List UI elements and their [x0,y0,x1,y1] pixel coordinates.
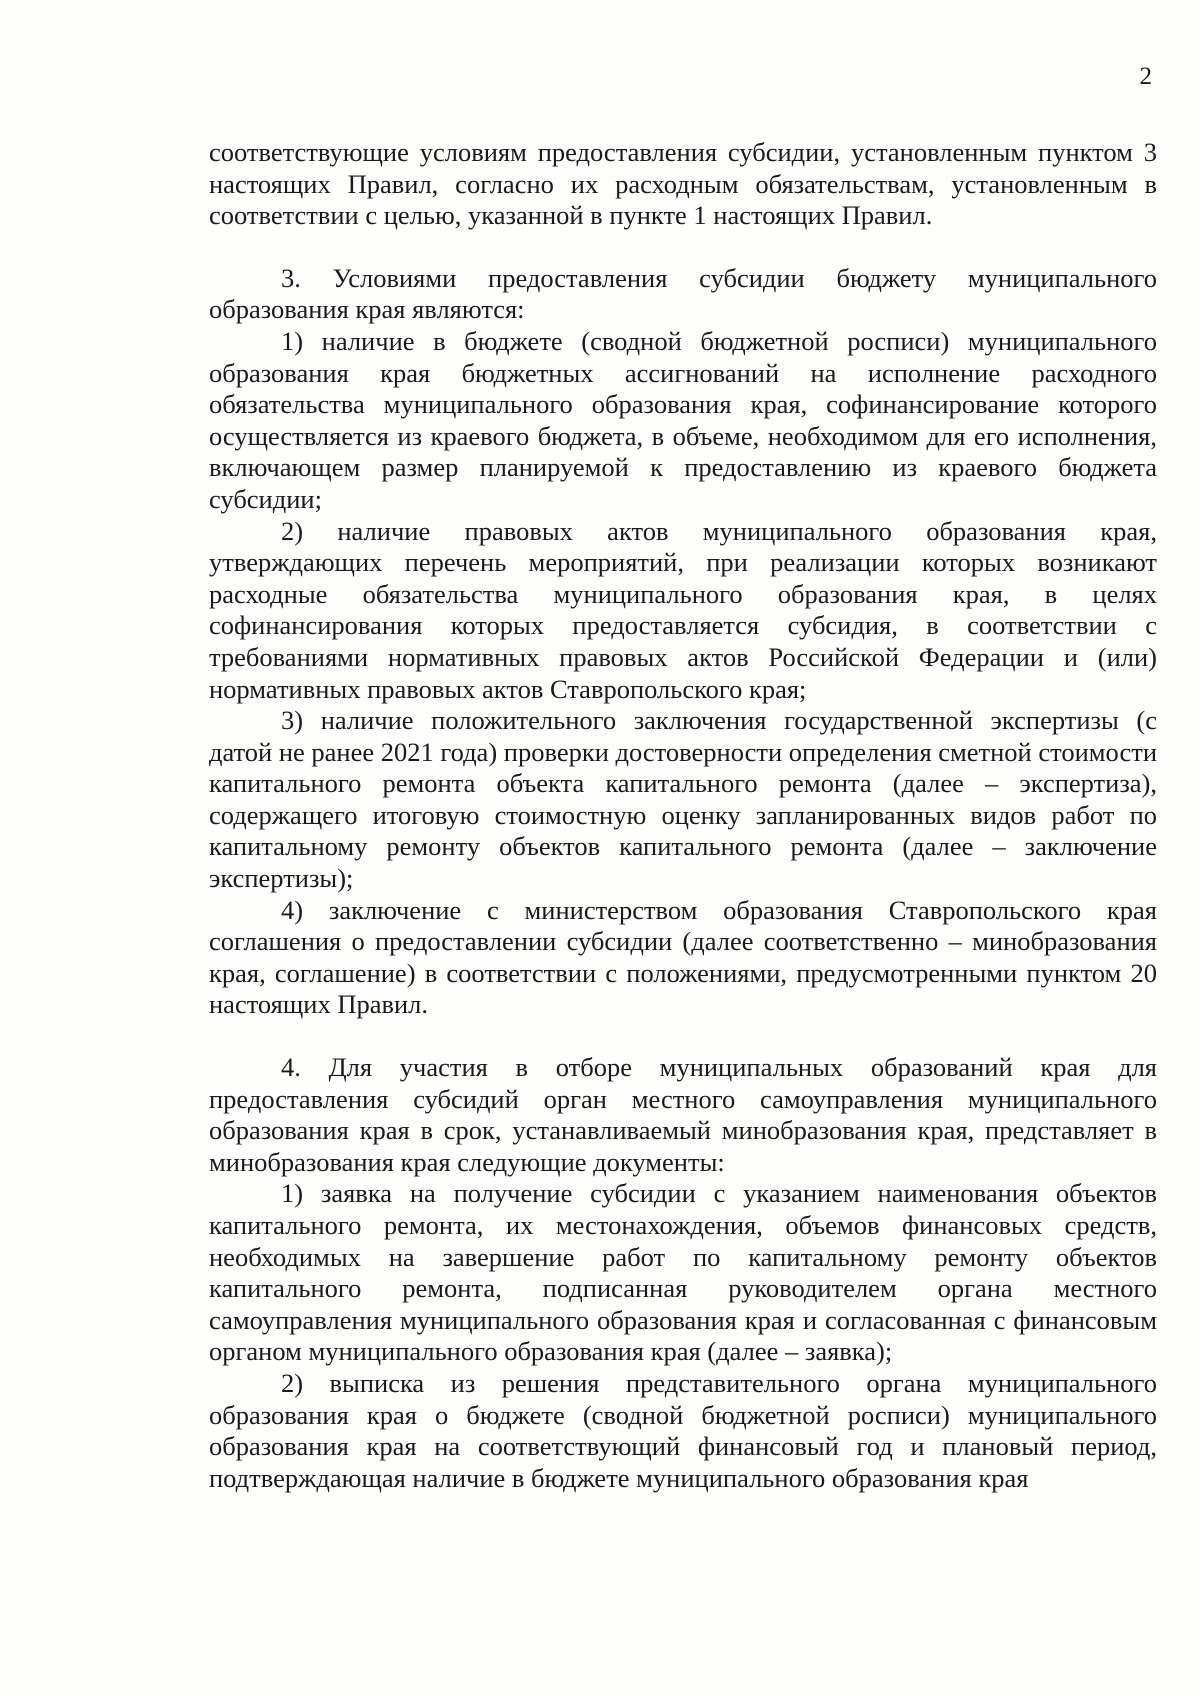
paragraph-gap [209,232,1157,263]
page-number: 2 [1139,63,1152,90]
paragraph-gap [209,1021,1157,1052]
subitem-3-1: 1) наличие в бюджете (сводной бюджетной росписи) муниципального образования края бюджетных ассигнований на исполнение расходного обязательства муниципального образования края, софинансирование которого осуществляется из краевого бюджета, в объеме, необходимом для его исполнения, включающем размер планируемой к предоставлению из краевого бюджета субсидии; [209,325,1157,514]
paragraph-item-4: 4. Для участия в отборе муниципальных образований края для предоставления субсидий орган местного самоуправления муниципального образования края в срок, устанавливаемый минобразования края, представляет в минобразования края следующие документы: [209,1052,1157,1177]
document-body [209,137,1157,1494]
subitem-4-2: 2) выписка из решения представительного органа муниципального образования края о бюджете (сводной бюджетной росписи) муниципального образования края на соответствующий финансовый год и плановый период, подтверждающая наличие в бюджете муниципального образования края [209,1367,1157,1493]
subitem-4-1: 1) заявка на получение субсидии с указанием наименования объектов капитального ремонта, их местонахождения, объемов финансовых средств, необходимых на завершение работ по капитальному ремонту объектов капитального ремонта, подписанная руководителем органа местного самоуправления муниципального образования края и согласованная с финансовым органом муниципального образования края (далее – заявка); [209,1178,1157,1367]
paragraph-continuation: соответствующие условиям предоставления субсидии, установленным пунктом 3 настоящих Правил, согласно их расходным обязательствам, установленным в соответствии с целью, указанной в пункте 1 настоящих Правил. [209,137,1157,231]
subitem-3-2: 2) наличие правовых актов муниципального образования края, утверждающих перечень мероприятий, при реализации которых возникают расходные обязательства муниципального образования края, в целях софинансирования которых предоставляется субсидия, в соответствии с требованиями нормативных правовых актов Российской Федерации и (или) нормативных правовых актов Ставропольского края; [209,515,1157,704]
subitem-3-3: 3) наличие положительного заключения государственной экспертизы (с датой не ранее 2021 года) проверки достоверности определения сметной стоимости капитального ремонта объекта капитального ремонта (далее – экспертиза), содержащего итоговую стоимостную оценку запланированных видов работ по капитальному ремонту объектов капитального ремонта (далее – заключение экспертизы); [209,705,1157,894]
paragraph-item-3: 3. Условиями предоставления субсидии бюджету муниципального образования края являются: [209,262,1157,325]
subitem-3-4: 4) заключение с министерством образования Ставропольского края соглашения о предоставлении субсидии (далее соответственно – минобразования края, соглашение) в соответствии с положениями, предусмотренными пунктом 20 настоящих Правил. [209,894,1157,1020]
